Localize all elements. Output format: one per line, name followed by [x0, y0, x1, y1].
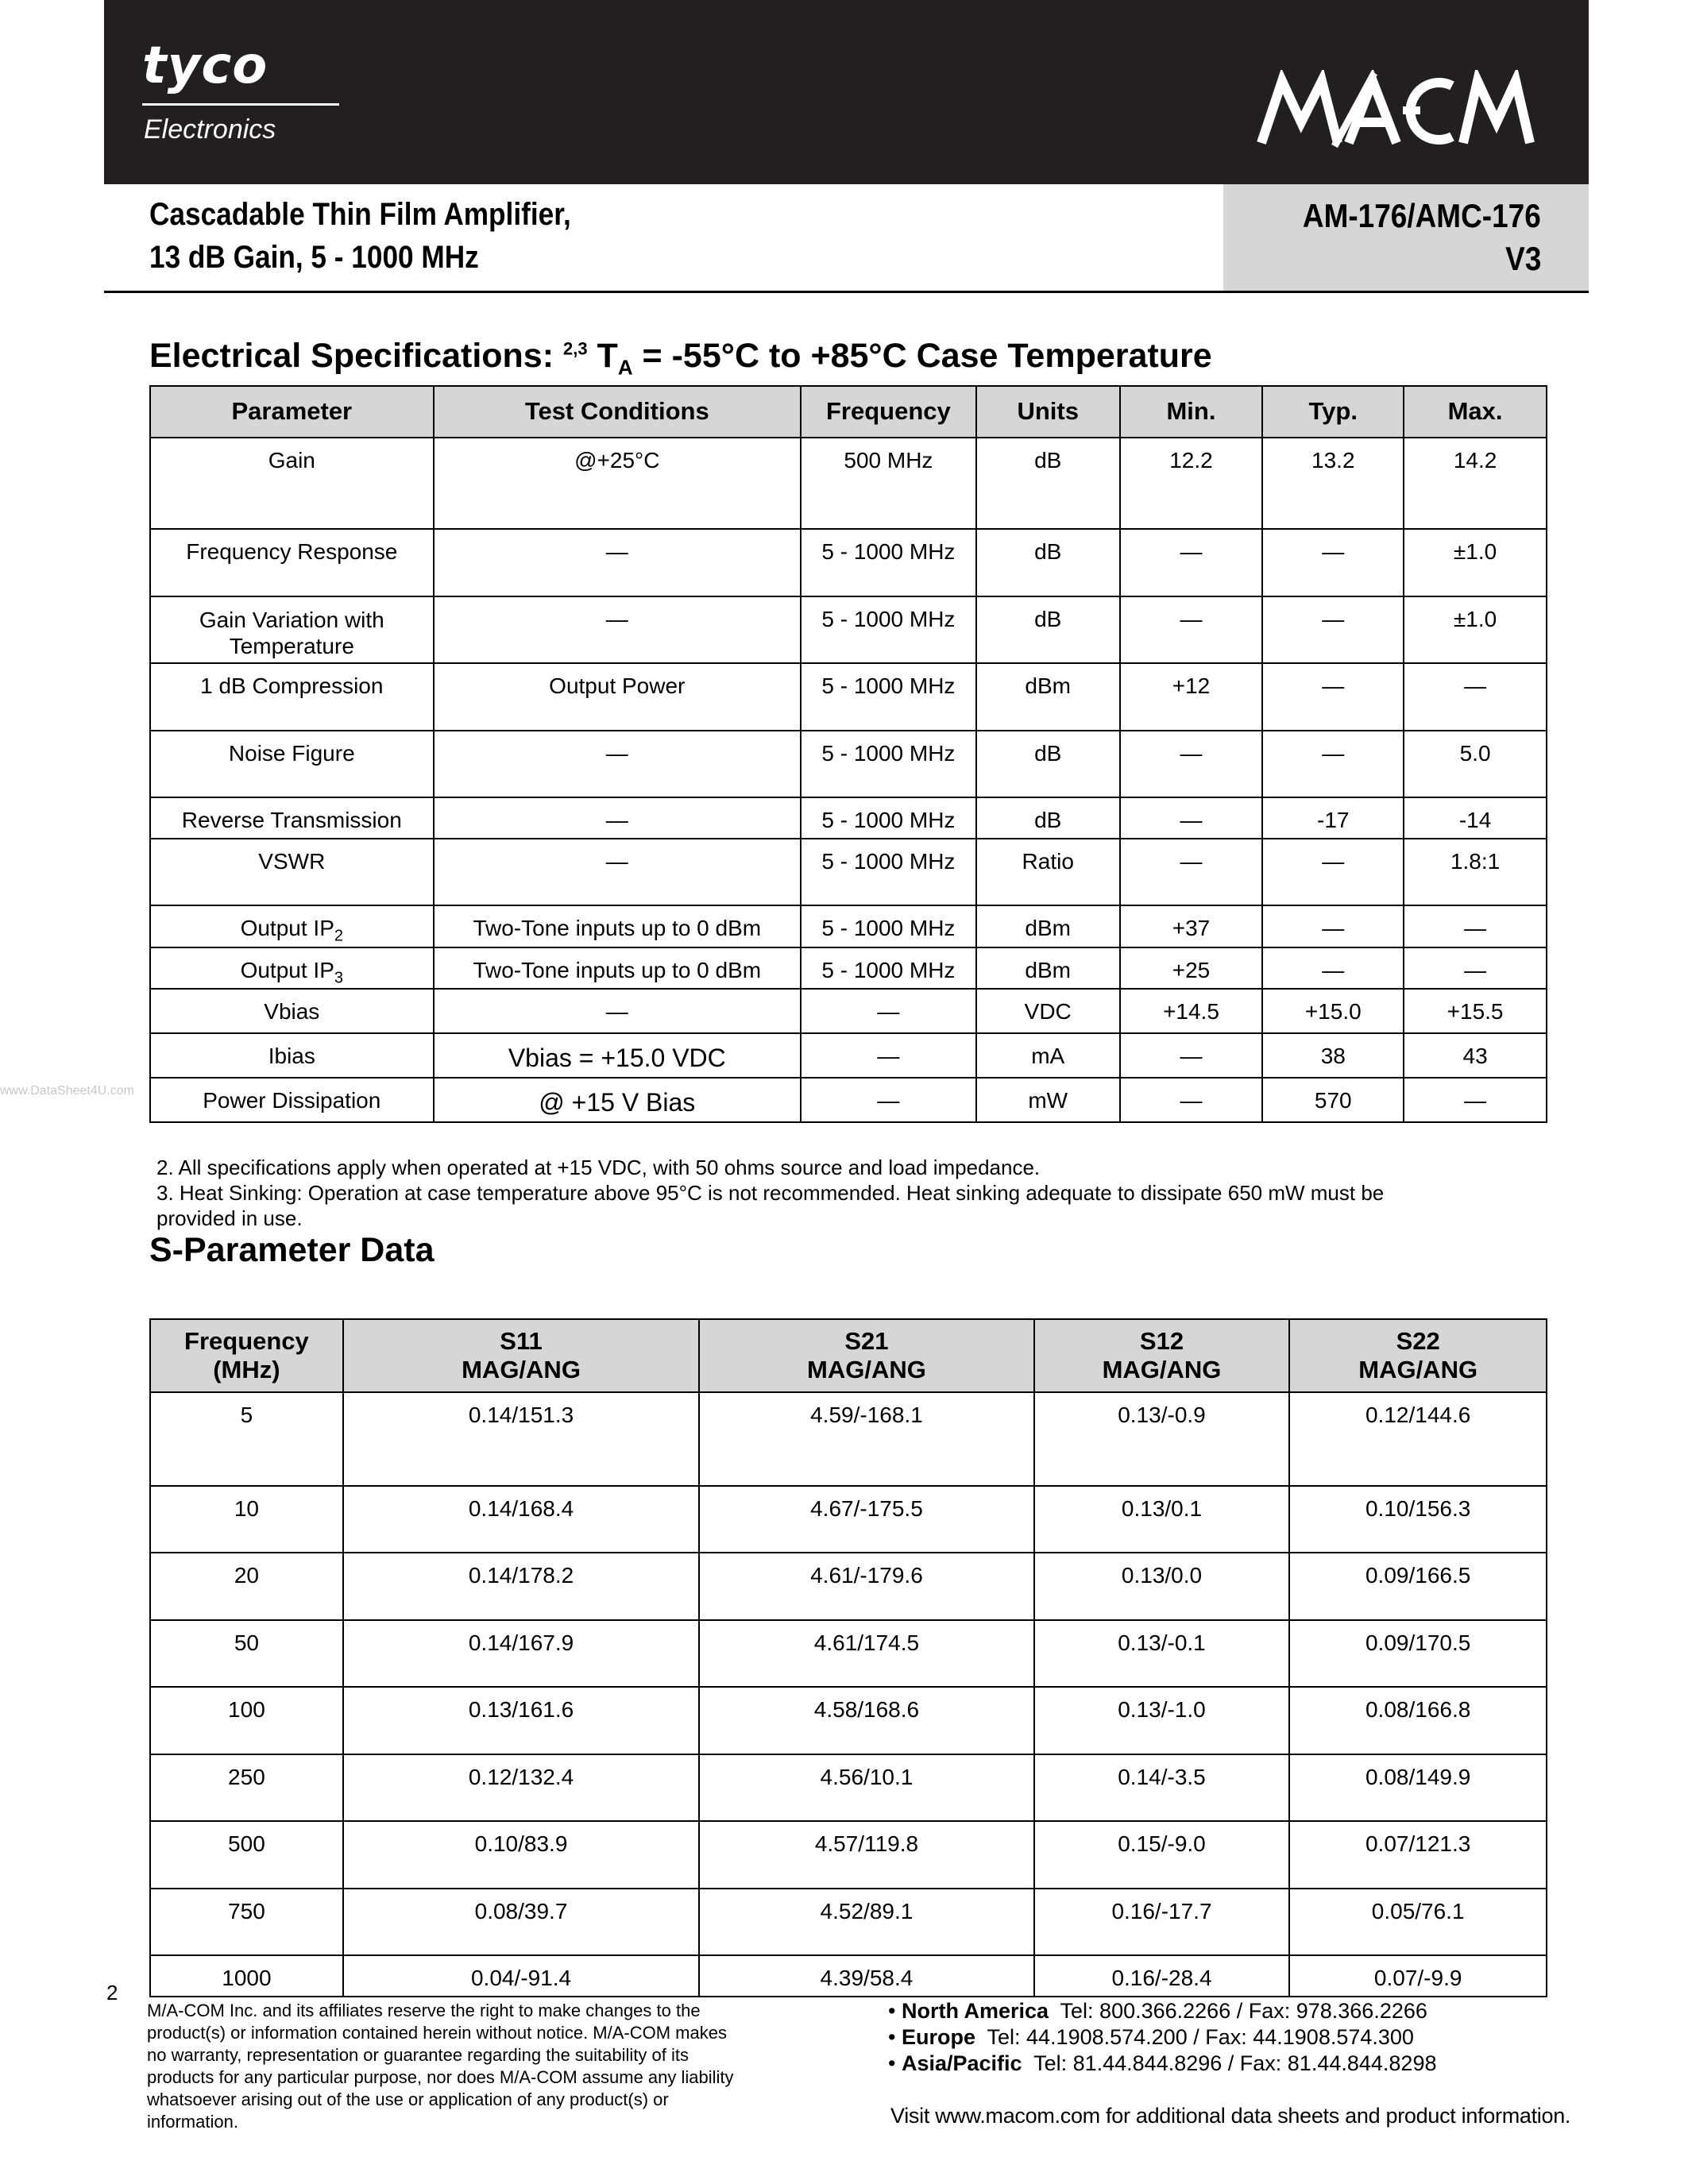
- param-cell: Power Dissipation: [150, 1078, 434, 1122]
- min-cell: —: [1120, 731, 1263, 797]
- s22-cell: 0.07/-9.9: [1289, 1955, 1547, 1997]
- s22-cell: 0.09/170.5: [1289, 1620, 1547, 1687]
- frequency-cell: 100: [150, 1687, 343, 1754]
- param-cell: Vbias: [150, 989, 434, 1033]
- max-cell: —: [1404, 1078, 1547, 1122]
- frequency-cell: 10: [150, 1486, 343, 1553]
- units-cell: dBm: [976, 947, 1120, 990]
- frequency-cell: 250: [150, 1754, 343, 1821]
- column-header: Min.: [1120, 386, 1263, 438]
- units-cell: mW: [976, 1078, 1120, 1122]
- table-row: [150, 989, 1547, 1033]
- param-cell: Frequency Response: [150, 529, 434, 596]
- min-cell: —: [1120, 1033, 1263, 1078]
- s12-cell: 0.16/-17.7: [1034, 1889, 1290, 1955]
- param-cell: Output $IP_3$: [150, 947, 434, 990]
- s22-cell: 0.12/144.6: [1289, 1392, 1547, 1486]
- header-divider: [104, 291, 1589, 293]
- max-cell: 1.8:1: [1404, 839, 1547, 905]
- typ-cell: —: [1262, 947, 1404, 990]
- frequency-cell: 5 - 1000 MHz: [801, 839, 976, 905]
- frequency-cell: 5 - 1000 MHz: [801, 797, 976, 839]
- contact-list: [888, 1998, 1436, 2077]
- max-cell: +15.5: [1404, 989, 1547, 1033]
- disclaimer: [147, 2000, 806, 2133]
- typ-cell: 38: [1262, 1033, 1404, 1078]
- typ-cell: -17: [1262, 797, 1404, 839]
- table-row: [150, 529, 1547, 596]
- typ-cell: —: [1262, 529, 1404, 596]
- table-row: [150, 1553, 1547, 1620]
- s22-cell: 0.08/166.8: [1289, 1687, 1547, 1754]
- part-number: AM-176/AMC-176: [1303, 197, 1541, 234]
- s21-cell: 4.61/-179.6: [699, 1553, 1033, 1620]
- product-title-line2: 13 dB Gain, 5 - 1000 MHz: [149, 240, 479, 275]
- max-cell: 5.0: [1404, 731, 1547, 797]
- table-row: [150, 1687, 1547, 1754]
- conditions-cell: —: [434, 839, 801, 905]
- s22-cell: 0.10/156.3: [1289, 1486, 1547, 1553]
- frequency-cell: 5 - 1000 MHz: [801, 529, 976, 596]
- s21-cell: 4.39/58.4: [699, 1955, 1033, 1997]
- table-row: [150, 1033, 1547, 1078]
- s21-cell: 4.59/-168.1: [699, 1392, 1033, 1486]
- page-number: 2: [106, 1981, 118, 2005]
- table-header-row: [150, 1319, 1547, 1392]
- macom-logo: [1255, 70, 1541, 149]
- units-cell: Ratio: [976, 839, 1120, 905]
- s11-cell: 0.13/161.6: [343, 1687, 699, 1754]
- region-label: Asia/Pacific: [901, 2051, 1022, 2075]
- s11-cell: 0.14/151.3: [343, 1392, 699, 1486]
- param-cell: 1 dB Compression: [150, 663, 434, 731]
- disclaimer-line: products for any particular purpose, nor does M/A-COM assume any liability: [147, 2067, 734, 2087]
- param-cell: VSWR: [150, 839, 434, 905]
- electrical-specs-title: Electrical Specifications: $^{2,3}$ $T_A = -55^\circ C$ to +85°C Case Temperature: [149, 337, 1212, 380]
- contact-numbers: Tel: 81.44.844.8296 / Fax: 81.44.844.8298: [1033, 2051, 1437, 2075]
- column-header: S11 MAG/ANG: [343, 1319, 699, 1392]
- conditions-cell: —: [434, 989, 801, 1033]
- column-header: Test Conditions: [434, 386, 801, 438]
- s11-cell: 0.14/178.2: [343, 1553, 699, 1620]
- s21-cell: 4.56/10.1: [699, 1754, 1033, 1821]
- conditions-cell: Vbias = +15.0 VDC: [434, 1033, 801, 1078]
- param-cell: Output $IP_2$: [150, 905, 434, 947]
- tyco-logo: tyco: [142, 37, 268, 95]
- s21-cell: 4.67/-175.5: [699, 1486, 1033, 1553]
- param-cell: Gain: [150, 438, 434, 529]
- conditions-cell: —: [434, 731, 801, 797]
- sparam-table: [149, 1318, 1547, 1997]
- s12-cell: 0.13/0.1: [1034, 1486, 1290, 1553]
- units-cell: dB: [976, 529, 1120, 596]
- column-header: Frequency (MHz): [150, 1319, 343, 1392]
- contact-item: • North America Tel: 800.366.2266 / Fax: 978.366.2266: [888, 1999, 1427, 2023]
- contact-item: • Asia/Pacific Tel: 81.44.844.8296 / Fax: 81.44.844.8298: [888, 2051, 1437, 2075]
- note-2: 2. All specifications apply when operated at +15 VDC, with 50 ohms source and load impedance.: [156, 1156, 1041, 1179]
- typ-cell: +15.0: [1262, 989, 1404, 1033]
- website-note[interactable]: Visit www.macom.com for additional data sheets and product information.: [890, 2104, 1571, 2128]
- max-cell: —: [1404, 947, 1547, 990]
- column-header: S22 MAG/ANG: [1289, 1319, 1547, 1392]
- table-row: [150, 1078, 1547, 1122]
- frequency-cell: 5 - 1000 MHz: [801, 905, 976, 947]
- table-row: [150, 905, 1547, 947]
- table-header-row: [150, 386, 1547, 438]
- tyco-logo-rule: [142, 103, 339, 106]
- typ-cell: —: [1262, 905, 1404, 947]
- typ-cell: 570: [1262, 1078, 1404, 1122]
- param-cell: Ibias: [150, 1033, 434, 1078]
- units-cell: dB: [976, 731, 1120, 797]
- conditions-cell: —: [434, 797, 801, 839]
- min-cell: +37: [1120, 905, 1263, 947]
- s21-cell: 4.58/168.6: [699, 1687, 1033, 1754]
- table-row: [150, 1821, 1547, 1889]
- typ-cell: —: [1262, 731, 1404, 797]
- side-watermark: www.DataSheet4U.com: [0, 1084, 134, 1098]
- min-cell: —: [1120, 797, 1263, 839]
- table-row: [150, 797, 1547, 839]
- min-cell: —: [1120, 839, 1263, 905]
- units-cell: dB: [976, 596, 1120, 663]
- table-row: [150, 438, 1547, 529]
- column-header: Units: [976, 386, 1120, 438]
- s11-cell: 0.04/-91.4: [343, 1955, 699, 1997]
- conditions-cell: @+25°C: [434, 438, 801, 529]
- disclaimer-line: M/A-COM Inc. and its affiliates reserve the right to make changes to the: [147, 2001, 701, 2020]
- typ-cell: —: [1262, 663, 1404, 731]
- version-label: V3: [1505, 240, 1541, 277]
- column-header: Max.: [1404, 386, 1547, 438]
- frequency-cell: —: [801, 989, 976, 1033]
- s12-cell: 0.13/-0.9: [1034, 1392, 1290, 1486]
- table-row: [150, 947, 1547, 990]
- table-row: [150, 731, 1547, 797]
- units-cell: mA: [976, 1033, 1120, 1078]
- table-row: [150, 1754, 1547, 1821]
- contact-numbers: Tel: 44.1908.574.200 / Fax: 44.1908.574.300: [987, 2025, 1414, 2049]
- column-header: Typ.: [1262, 386, 1404, 438]
- note-3: 3. Heat Sinking: Operation at case temperature above 95°C is not recommended. Heat sinking adequate to dissipate 650 mW must be: [156, 1181, 1385, 1205]
- param-cell: Noise Figure: [150, 731, 434, 797]
- sparam-title: S-Parameter Data: [149, 1231, 435, 1269]
- s11-cell: 0.14/167.9: [343, 1620, 699, 1687]
- frequency-cell: 5 - 1000 MHz: [801, 596, 976, 663]
- s22-cell: 0.08/149.9: [1289, 1754, 1547, 1821]
- typ-cell: —: [1262, 596, 1404, 663]
- typ-cell: 13.2: [1262, 438, 1404, 529]
- column-header: S21 MAG/ANG: [699, 1319, 1033, 1392]
- s12-cell: 0.13/-1.0: [1034, 1687, 1290, 1754]
- conditions-cell: @ +15 V Bias: [434, 1078, 801, 1122]
- max-cell: ±1.0: [1404, 529, 1547, 596]
- contact-item: • Europe Tel: 44.1908.574.200 / Fax: 44.1908.574.300: [888, 2025, 1414, 2049]
- s12-cell: 0.16/-28.4: [1034, 1955, 1290, 1997]
- s11-cell: 0.10/83.9: [343, 1821, 699, 1889]
- s22-cell: 0.07/121.3: [1289, 1821, 1547, 1889]
- frequency-cell: 5 - 1000 MHz: [801, 731, 976, 797]
- disclaimer-line: whatsoever arising out of the use or application of any product(s) or: [147, 2089, 669, 2109]
- max-cell: —: [1404, 905, 1547, 947]
- column-header: Frequency: [801, 386, 976, 438]
- units-cell: dB: [976, 797, 1120, 839]
- disclaimer-line: information.: [147, 2112, 238, 2132]
- s12-cell: 0.13/0.0: [1034, 1553, 1290, 1620]
- units-cell: dBm: [976, 663, 1120, 731]
- typ-cell: —: [1262, 839, 1404, 905]
- s11-cell: 0.14/168.4: [343, 1486, 699, 1553]
- product-title-line1: Cascadable Thin Film Amplifier,: [149, 197, 571, 232]
- min-cell: —: [1120, 596, 1263, 663]
- s11-cell: 0.08/39.7: [343, 1889, 699, 1955]
- max-cell: 14.2: [1404, 438, 1547, 529]
- column-header: Parameter: [150, 386, 434, 438]
- frequency-cell: 500: [150, 1821, 343, 1889]
- frequency-cell: —: [801, 1033, 976, 1078]
- max-cell: —: [1404, 663, 1547, 731]
- s21-cell: 4.57/119.8: [699, 1821, 1033, 1889]
- s12-cell: 0.13/-0.1: [1034, 1620, 1290, 1687]
- frequency-cell: 5 - 1000 MHz: [801, 663, 976, 731]
- s12-cell: 0.15/-9.0: [1034, 1821, 1290, 1889]
- disclaimer-line: no warranty, representation or guarantee regarding the suitability of its: [147, 2045, 689, 2065]
- s22-cell: 0.05/76.1: [1289, 1889, 1547, 1955]
- max-cell: -14: [1404, 797, 1547, 839]
- note-3-continued: provided in use.: [156, 1206, 303, 1230]
- param-cell: Reverse Transmission: [150, 797, 434, 839]
- tyco-electronics-label: Electronics: [144, 114, 276, 145]
- conditions-cell: Output Power: [434, 663, 801, 731]
- frequency-cell: —: [801, 1078, 976, 1122]
- conditions-cell: Two-Tone inputs up to 0 dBm: [434, 947, 801, 990]
- part-number-box: [1223, 184, 1589, 291]
- units-cell: dBm: [976, 905, 1120, 947]
- electrical-specs-table: [149, 385, 1547, 1123]
- conditions-cell: —: [434, 596, 801, 663]
- frequency-cell: 50: [150, 1620, 343, 1687]
- table-row: [150, 1889, 1547, 1955]
- s21-cell: 4.52/89.1: [699, 1889, 1033, 1955]
- min-cell: +12: [1120, 663, 1263, 731]
- frequency-cell: 5 - 1000 MHz: [801, 947, 976, 990]
- table-row: [150, 1620, 1547, 1687]
- table-row: [150, 1392, 1547, 1486]
- units-cell: dB: [976, 438, 1120, 529]
- max-cell: ±1.0: [1404, 596, 1547, 663]
- s21-cell: 4.61/174.5: [699, 1620, 1033, 1687]
- min-cell: +25: [1120, 947, 1263, 990]
- table-row: [150, 1955, 1547, 1997]
- s12-cell: 0.14/-3.5: [1034, 1754, 1290, 1821]
- region-label: North America: [901, 1999, 1049, 2023]
- header-band: [104, 0, 1589, 184]
- conditions-cell: —: [434, 529, 801, 596]
- s22-cell: 0.09/166.5: [1289, 1553, 1547, 1620]
- column-header: S12 MAG/ANG: [1034, 1319, 1290, 1392]
- min-cell: —: [1120, 1078, 1263, 1122]
- s11-cell: 0.12/132.4: [343, 1754, 699, 1821]
- units-cell: VDC: [976, 989, 1120, 1033]
- conditions-cell: Two-Tone inputs up to 0 dBm: [434, 905, 801, 947]
- frequency-cell: 1000: [150, 1955, 343, 1997]
- disclaimer-line: product(s) or information contained herein without notice. M/A-COM makes: [147, 2023, 727, 2043]
- table-row: [150, 596, 1547, 663]
- table-row: [150, 663, 1547, 731]
- region-label: Europe: [901, 2025, 975, 2049]
- min-cell: 12.2: [1120, 438, 1263, 529]
- min-cell: —: [1120, 529, 1263, 596]
- frequency-cell: 750: [150, 1889, 343, 1955]
- max-cell: 43: [1404, 1033, 1547, 1078]
- min-cell: +14.5: [1120, 989, 1263, 1033]
- frequency-cell: 5: [150, 1392, 343, 1486]
- table-row: [150, 1486, 1547, 1553]
- frequency-cell: 500 MHz: [801, 438, 976, 529]
- table-row: [150, 839, 1547, 905]
- frequency-cell: 20: [150, 1553, 343, 1620]
- param-cell: Gain Variation with Temperature: [150, 596, 434, 663]
- contact-numbers: Tel: 800.366.2266 / Fax: 978.366.2266: [1060, 1999, 1427, 2023]
